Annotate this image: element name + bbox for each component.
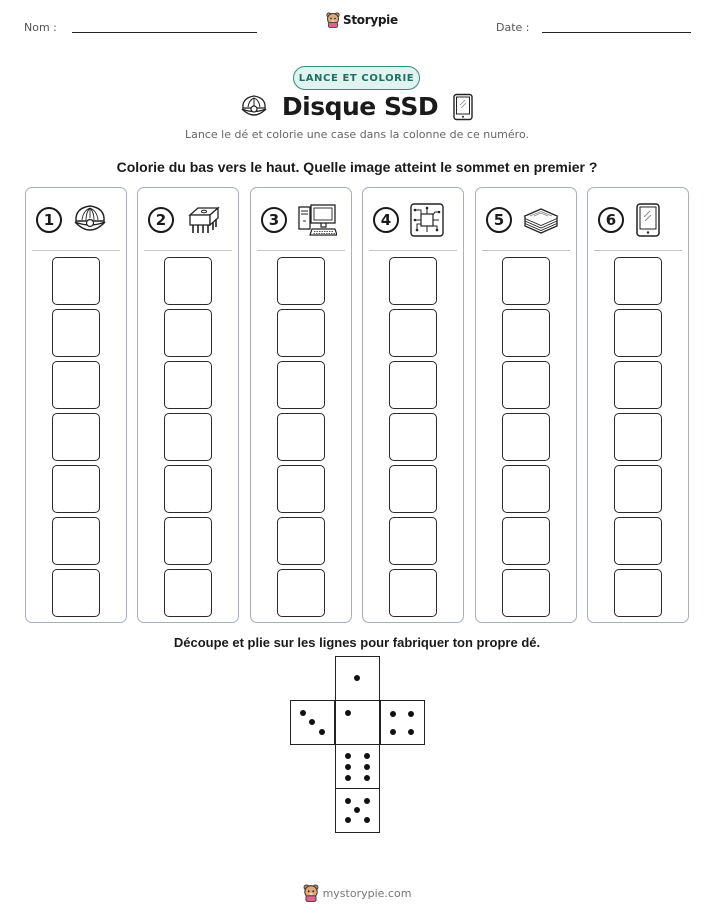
color-box[interactable] <box>502 413 550 461</box>
column-header <box>148 202 232 238</box>
column-divider <box>594 250 682 251</box>
date-field[interactable] <box>542 32 691 33</box>
die-face-center <box>335 700 380 745</box>
column-number: 4 <box>373 207 399 233</box>
color-box[interactable] <box>502 465 550 513</box>
wafer-stack-icon <box>522 204 560 236</box>
color-box[interactable] <box>389 309 437 357</box>
color-box[interactable] <box>164 465 212 513</box>
column-header <box>261 202 345 238</box>
name-label: Nom : <box>24 21 57 34</box>
column-number: 5 <box>486 207 512 233</box>
die-face-left <box>290 700 335 745</box>
color-box[interactable] <box>389 465 437 513</box>
title-row <box>0 92 714 121</box>
die-face-bottom <box>335 788 380 833</box>
pip <box>345 817 351 823</box>
pip <box>364 775 370 781</box>
column-divider <box>369 250 457 251</box>
pip <box>364 817 370 823</box>
page-title: Disque SSD <box>281 92 439 121</box>
bear-mascot-icon <box>303 884 319 902</box>
race-column-3 <box>250 187 352 623</box>
color-box[interactable] <box>614 413 662 461</box>
color-box[interactable] <box>52 517 100 565</box>
brand-logo <box>326 12 398 28</box>
column-number: 6 <box>598 207 624 233</box>
tablet-icon <box>634 202 662 238</box>
color-box[interactable] <box>614 465 662 513</box>
name-field[interactable] <box>72 32 257 33</box>
color-box[interactable] <box>614 361 662 409</box>
circuit-board-icon <box>409 202 445 238</box>
pip <box>300 710 306 716</box>
oyster-pearl-icon <box>72 204 108 236</box>
color-box[interactable] <box>614 309 662 357</box>
color-box[interactable] <box>164 309 212 357</box>
color-box[interactable] <box>502 309 550 357</box>
die-face-right <box>380 700 425 745</box>
color-box[interactable] <box>52 257 100 305</box>
column-divider <box>32 250 120 251</box>
microchip-icon <box>184 203 222 237</box>
color-box[interactable] <box>52 309 100 357</box>
pip <box>364 798 370 804</box>
color-box[interactable] <box>389 361 437 409</box>
instruction: Colorie du bas vers le haut. Quelle image atteint le sommet en premier ? <box>116 159 598 175</box>
color-box[interactable] <box>389 413 437 461</box>
color-box[interactable] <box>614 257 662 305</box>
die-face-lower <box>335 744 380 789</box>
color-box[interactable] <box>52 569 100 617</box>
subtitle: Lance le dé et colorie une case dans la colonne de ce numéro. <box>185 128 529 141</box>
color-box[interactable] <box>389 569 437 617</box>
desktop-computer-icon <box>297 203 337 237</box>
color-box[interactable] <box>52 465 100 513</box>
color-box[interactable] <box>52 413 100 461</box>
oyster-pearl-icon <box>240 94 268 120</box>
pip <box>345 710 351 716</box>
pip <box>390 729 396 735</box>
column-number: 3 <box>261 207 287 233</box>
color-box[interactable] <box>164 569 212 617</box>
date-label: Date : <box>496 21 530 34</box>
race-column-4 <box>362 187 464 623</box>
pip <box>309 719 315 725</box>
color-box[interactable] <box>277 257 325 305</box>
column-number: 2 <box>148 207 174 233</box>
color-box[interactable] <box>502 257 550 305</box>
pip <box>354 807 360 813</box>
color-box[interactable] <box>277 569 325 617</box>
pip <box>319 729 325 735</box>
tablet-icon <box>452 93 474 121</box>
color-box[interactable] <box>164 517 212 565</box>
color-box[interactable] <box>164 413 212 461</box>
column-divider <box>482 250 570 251</box>
column-divider <box>257 250 345 251</box>
color-box[interactable] <box>614 569 662 617</box>
pip <box>408 729 414 735</box>
pip <box>408 711 414 717</box>
brand-name: Storypie <box>343 13 398 27</box>
pip <box>364 764 370 770</box>
color-box[interactable] <box>502 361 550 409</box>
pip <box>354 675 360 681</box>
color-box[interactable] <box>164 257 212 305</box>
pip <box>345 798 351 804</box>
color-box[interactable] <box>277 413 325 461</box>
column-header <box>36 202 120 238</box>
column-header <box>598 202 682 238</box>
die-face-top <box>335 656 380 701</box>
pip <box>345 753 351 759</box>
column-header <box>373 202 457 238</box>
color-box[interactable] <box>614 517 662 565</box>
color-box[interactable] <box>52 361 100 409</box>
color-box[interactable] <box>277 465 325 513</box>
color-box[interactable] <box>389 257 437 305</box>
color-box[interactable] <box>277 309 325 357</box>
column-number: 1 <box>36 207 62 233</box>
column-divider <box>144 250 232 251</box>
bear-mascot-icon <box>326 12 340 28</box>
color-box[interactable] <box>277 361 325 409</box>
footer <box>0 884 714 902</box>
color-box[interactable] <box>502 569 550 617</box>
column-header <box>486 202 570 238</box>
cut-instruction: Découpe et plie sur les lignes pour fabriquer ton propre dé. <box>173 635 541 650</box>
color-box[interactable] <box>502 517 550 565</box>
activity-badge: LANCE ET COLORIE <box>293 66 420 90</box>
pip <box>345 775 351 781</box>
race-column-5 <box>475 187 577 623</box>
footer-url[interactable]: mystorypie.com <box>322 886 412 900</box>
color-box[interactable] <box>389 517 437 565</box>
pip <box>390 711 396 717</box>
color-box[interactable] <box>164 361 212 409</box>
race-column-6 <box>587 187 689 623</box>
pip <box>364 753 370 759</box>
race-column-2 <box>137 187 239 623</box>
color-box[interactable] <box>277 517 325 565</box>
race-column-1 <box>25 187 127 623</box>
pip <box>345 764 351 770</box>
